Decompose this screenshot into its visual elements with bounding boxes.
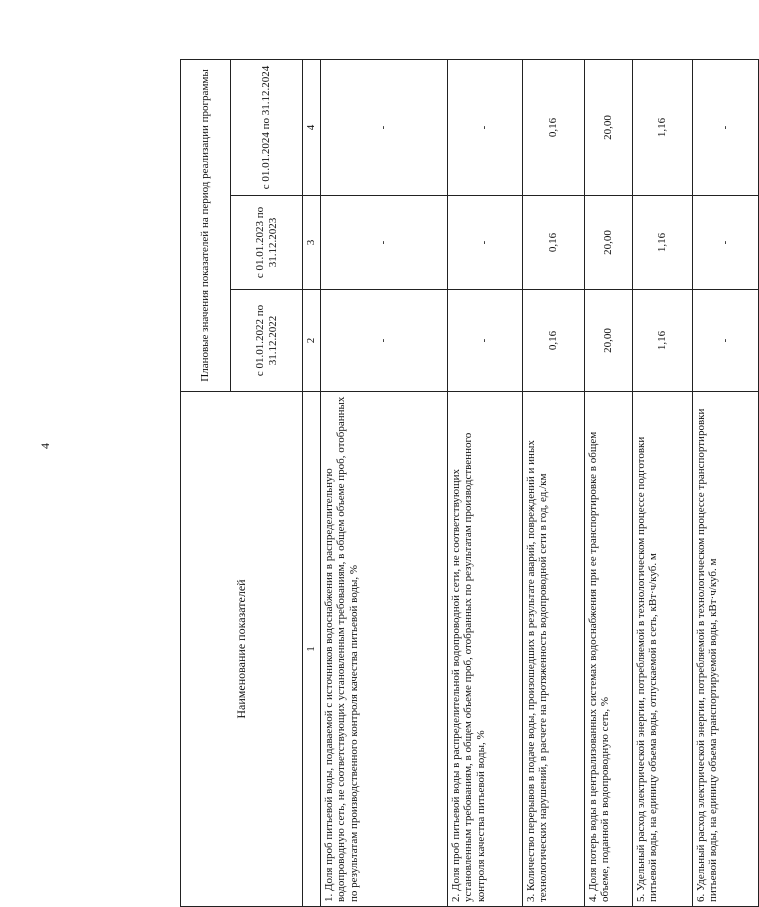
value-2022: -: [447, 290, 522, 392]
indicator-name: 5. Удельный расход электрической энергии, потребляемой в технологическом процессе подготовки питьевой воды, на единицу объема воды, отпускаемой в сеть, кВт·ч/куб. м: [632, 392, 692, 907]
indicator-name: 2. Доля проб питьевой воды в распределительной водопроводной сети, не соответствующих установленным требованиям, в общем объеме проб, отобранных по результатам производственного контроля качества питьевой воды, %: [447, 392, 522, 907]
column-number: 4: [303, 59, 321, 195]
value-2024: -: [320, 59, 447, 195]
value-2023: -: [320, 196, 447, 290]
value-2022: 1,16: [632, 290, 692, 392]
table-row: [692, 59, 758, 906]
table-row: [522, 59, 584, 906]
value-2023: 1,16: [632, 196, 692, 290]
value-2022: 20,00: [584, 290, 632, 392]
table-row: [584, 59, 632, 906]
header-period-2023: с 01.01.2023 по 31.12.2023: [231, 196, 303, 290]
value-2022: -: [320, 290, 447, 392]
indicator-name: 1. Доля проб питьевой воды, подаваемой с источников водоснабжения в распределительную водопроводную сеть, не соответствующих установленным требованиям, в общем объеме проб, отобранных по результатам производственного контроля качества питьевой воды, %: [320, 392, 447, 907]
indicator-name: 3. Количество перерывов в подаче воды, произошедших в результате аварий, повреждений и иных технологических нарушений, в расчете на протяженность водопроводной сети в год, ед./км: [522, 392, 584, 907]
table-row: [632, 59, 692, 906]
value-2024: -: [447, 59, 522, 195]
value-2023: -: [692, 196, 758, 290]
header-indicator-name: Наименование показателей: [181, 392, 303, 907]
value-2022: -: [692, 290, 758, 392]
column-number: 3: [303, 196, 321, 290]
value-2024: 20,00: [584, 59, 632, 195]
rotated-table-container: [180, 60, 731, 907]
header-period-2022: с 01.01.2022 по 31.12.2022: [231, 290, 303, 392]
header-planned-values: Плановые значения показателей на период реализации программы: [181, 59, 231, 391]
table-row: [447, 59, 522, 906]
value-2023: 0,16: [522, 196, 584, 290]
value-2023: -: [447, 196, 522, 290]
table-row: [320, 59, 447, 906]
value-2023: 20,00: [584, 196, 632, 290]
column-number: 2: [303, 290, 321, 392]
indicators-table: [180, 59, 759, 907]
header-period-2024: с 01.01.2024 по 31.12.2024: [231, 59, 303, 195]
indicator-name: 4. Доля потерь воды в централизованных системах водоснабжения при ее транспортировке в общем объеме, поданной в водопроводную сеть, %: [584, 392, 632, 907]
value-2024: -: [692, 59, 758, 195]
value-2024: 0,16: [522, 59, 584, 195]
column-number: 1: [303, 392, 321, 907]
indicator-name: 6. Удельный расход электрической энергии, потребляемой в технологическом процессе транспортировки питьевой воды, на единицу объема транспортируемой воды, кВт·ч/куб. м: [692, 392, 758, 907]
page-number: 4: [38, 443, 52, 449]
value-2024: 1,16: [632, 59, 692, 195]
value-2022: 0,16: [522, 290, 584, 392]
